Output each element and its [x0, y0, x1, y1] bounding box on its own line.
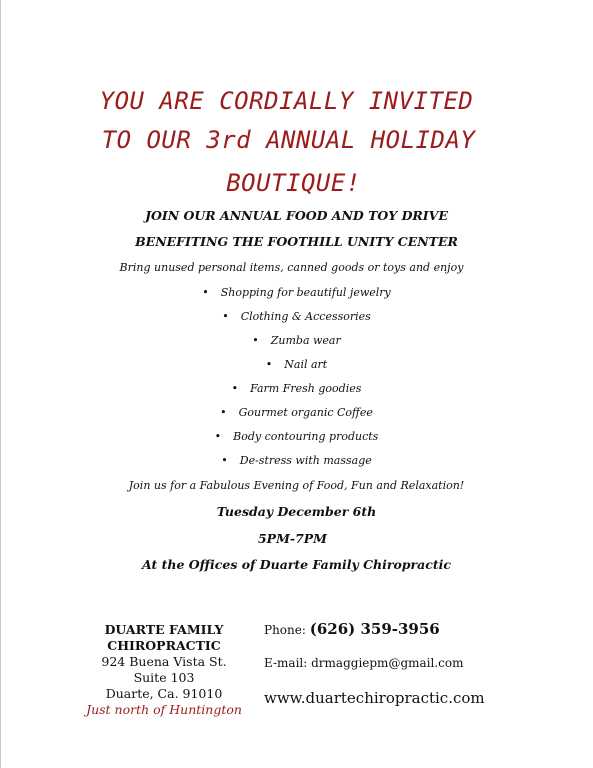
list-item: • Gourmet organic Coffee [220, 406, 373, 419]
headline-line-2: TO OUR 3rd ANNUAL HOLIDAY [101, 126, 476, 154]
directions-note: Just north of Huntington [86, 702, 242, 717]
city-zip: Duarte, Ca. 91010 [105, 686, 223, 701]
list-item: • Body contouring products [214, 430, 379, 443]
bullet-icon: • [222, 310, 229, 323]
website-link[interactable]: www.duartechiropractic.com [264, 689, 485, 707]
list-item: • De-stress with massage [221, 454, 372, 467]
bullet-icon: • [214, 430, 222, 443]
phone-number[interactable]: (626) 359-3956 [309, 620, 440, 638]
phone-label: Phone: [264, 623, 306, 637]
list-item: • Nail art [265, 358, 328, 371]
subhead-beneficiary: BENEFITING THE FOOTHILL UNITY CENTER [135, 234, 458, 249]
list-item: • Farm Fresh goodies [231, 382, 362, 395]
list-item: • Shopping for beautiful jewelry [202, 286, 391, 299]
bullet-icon: • [265, 358, 273, 371]
street-address: 924 Buena Vista St. [101, 654, 227, 669]
suite-number: Suite 103 [133, 670, 195, 685]
event-date: Tuesday December 6th [216, 504, 377, 519]
phone-line [264, 620, 440, 638]
bullet-icon: • [220, 406, 227, 419]
bullet-icon: • [231, 382, 239, 395]
bullet-icon: • [202, 286, 209, 299]
subhead-food-toy-drive: JOIN OUR ANNUAL FOOD AND TOY DRIVE [145, 208, 448, 223]
email-label: E-mail: [264, 656, 308, 670]
list-item: • Clothing & Accessories [222, 310, 371, 323]
bullet-icon: • [221, 454, 228, 467]
email-line [264, 656, 463, 670]
bullet-icon: • [252, 334, 259, 347]
email-address[interactable]: drmaggiepm@gmail.com [311, 656, 464, 670]
intro-text: Bring unused personal items, canned goods or toys and enjoy [119, 261, 464, 274]
list-item: • Zumba wear [252, 334, 341, 347]
business-name: DUARTE FAMILY [104, 622, 224, 637]
business-address [64, 622, 264, 718]
event-location: At the Offices of Duarte Family Chiropractic [142, 557, 451, 572]
headline-line-3: BOUTIQUE! [226, 169, 361, 197]
business-name-line-2: CHIROPRACTIC [107, 638, 221, 653]
event-time: 5PM-7PM [257, 531, 328, 546]
headline-line-1: YOU ARE CORDIALLY INVITED [99, 87, 474, 115]
closing-line: Join us for a Fabulous Evening of Food, Fun and Relaxation! [128, 479, 465, 492]
activity-list [0, 284, 593, 476]
